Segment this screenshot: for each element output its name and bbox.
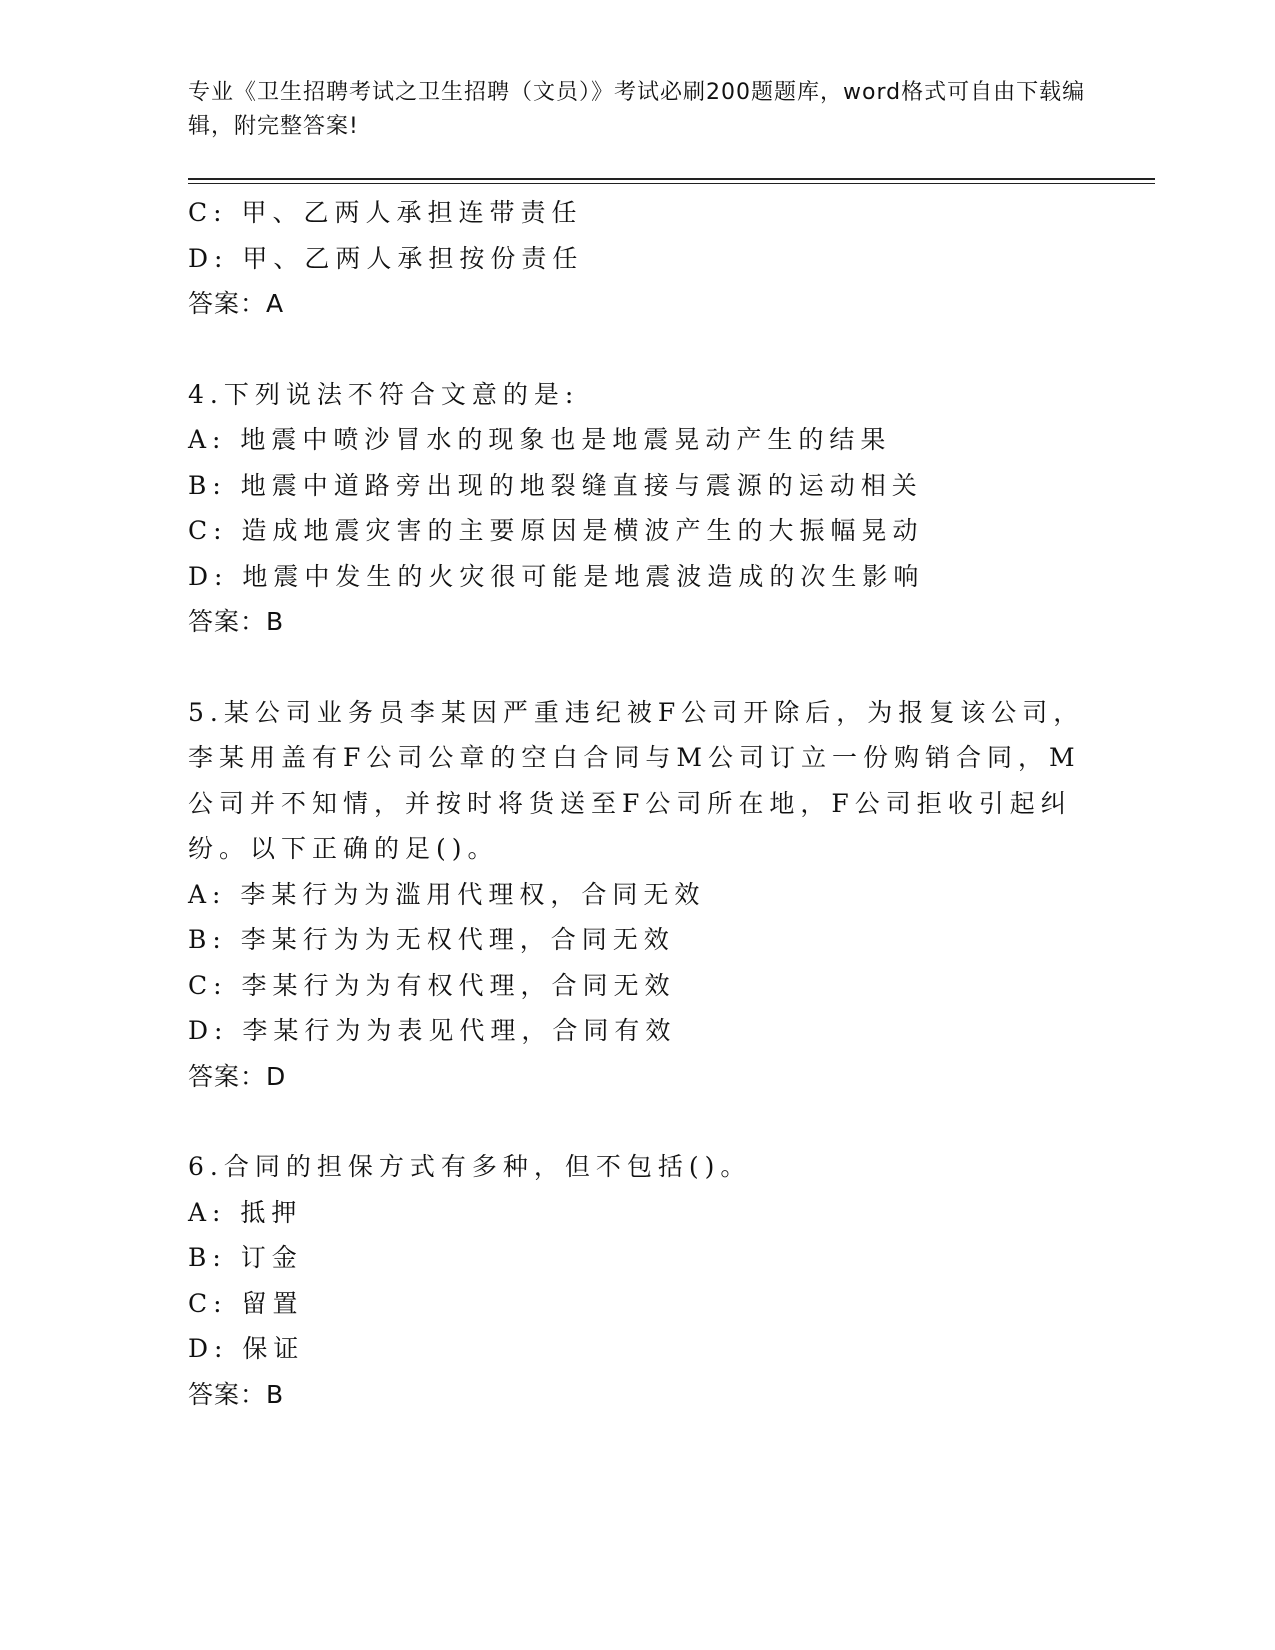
spacer [188, 645, 1088, 690]
option-d: D: 保证 [188, 1334, 305, 1363]
question-3-tail [188, 190, 1088, 327]
spacer [188, 1099, 1088, 1144]
document-header: 专业《卫生招聘考试之卫生招聘（文员）》考试必刷200题题库，word格式可自由下载编辑，附完整答案! [188, 80, 1086, 139]
option-c: C: 留置 [188, 1288, 304, 1318]
option-c: C: 甲、乙两人承担连带责任 [188, 198, 583, 227]
question-stem: 6.合同的担保方式有多种，但不包括()。 [188, 1152, 752, 1181]
option-b: B: 李某行为为无权代理，合同无效 [188, 925, 675, 954]
option-d: D: 地震中发生的火灾很可能是地震波造成的次生影响 [188, 561, 925, 591]
option-d: D: 甲、乙两人承担按份责任 [188, 243, 584, 273]
option-c: C: 造成地震灾害的主要原因是横波产生的大振幅晃动 [188, 516, 924, 545]
spacer [188, 327, 1088, 372]
header-divider-thick [188, 178, 1155, 180]
option-a: A: 李某行为为滥用代理权，合同无效 [188, 879, 706, 909]
question-list [188, 190, 1088, 1417]
question-5 [188, 690, 1088, 1100]
option-c: C: 李某行为为有权代理，合同无效 [188, 970, 676, 1000]
answer-line: 答案：A [188, 289, 285, 318]
answer-line: 答案：B [188, 1379, 285, 1409]
question-6 [188, 1144, 1088, 1417]
header-divider-thin [188, 183, 1155, 184]
option-a: A: 抵押 [188, 1197, 303, 1227]
option-a: A: 地震中喷沙冒水的现象也是地震晃动产生的结果 [188, 425, 892, 454]
answer-line: 答案：B [188, 607, 285, 636]
answer-line: 答案：D [188, 1061, 287, 1091]
option-b: B: 地震中道路旁出现的地裂缝直接与震源的运动相关 [188, 470, 923, 500]
question-4 [188, 372, 1088, 645]
question-stem: 5.某公司业务员李某因严重违纪被F公司开除后，为报复该公司，李某用盖有F公司公章的空白合同与M公司订立一份购销合同，M公司并不知情，并按时将货送至F公司所在地，F公司拒收引起纠纷。以下正确的足()。 [188, 697, 1085, 863]
question-stem: 4.下列说法不符合文意的是: [188, 379, 580, 409]
option-b: B: 订金 [188, 1243, 303, 1272]
option-d: D: 李某行为为表见代理，合同有效 [188, 1016, 677, 1045]
